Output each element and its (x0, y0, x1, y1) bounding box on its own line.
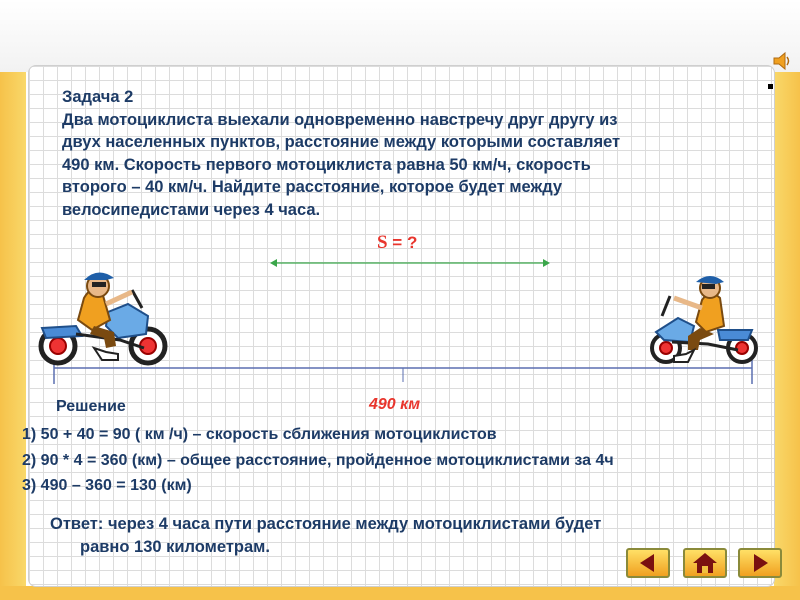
task-title: Задача 2 (62, 88, 134, 106)
arrow-left-icon (628, 550, 668, 576)
step-text: 90 * 4 = 360 (км) – общее расстояние, пройденное мотоциклистами за 4ч (36, 452, 614, 469)
task-line: второго – 40 км/ч. Найдите расстояние, которое будет между (62, 178, 563, 196)
step-text: 50 + 40 = 90 ( км /ч) – скорость сближения мотоциклистов (36, 426, 497, 443)
motorcyclist-right (648, 270, 760, 368)
answer-label: Ответ: (50, 515, 104, 533)
distance-label: 490 км (369, 396, 421, 413)
slide-top-band (0, 0, 800, 72)
step-number: 2) (22, 452, 37, 469)
marker-dot (768, 84, 773, 89)
question-rest: = ? (387, 233, 418, 252)
speaker-icon[interactable] (772, 50, 794, 72)
motorcyclist-left (36, 264, 172, 368)
right-frame-bar (774, 0, 800, 600)
answer-line1: через 4 часа пути расстояние между мотоциклистами будет (103, 515, 602, 533)
question-s: S (377, 232, 388, 253)
task-line: Два мотоциклиста выехали одновременно навстречу друг другу из (62, 110, 618, 129)
answer-line2: равно 130 километрам. (80, 538, 270, 556)
task-text (62, 86, 762, 221)
prev-slide-button[interactable] (626, 548, 670, 578)
left-frame-bar (0, 0, 26, 600)
solution-title: Решение (56, 398, 126, 415)
bottom-frame-bar (0, 586, 800, 600)
task-line: 490 км. Скорость первого мотоциклиста равна 50 км/ч, скорость (62, 155, 591, 174)
arrow-right-icon (740, 550, 780, 576)
solution-step (22, 477, 192, 495)
step-number: 3) (22, 477, 37, 494)
task-line: велосипедистами через 4 часа. (62, 200, 321, 219)
home-icon (685, 550, 725, 576)
step-number: 1) (22, 426, 37, 443)
home-button[interactable] (683, 548, 727, 578)
solution-step (22, 426, 497, 444)
unknown-distance-arrow (270, 255, 550, 271)
solution-step (22, 452, 614, 470)
question-label (377, 232, 417, 254)
next-slide-button[interactable] (738, 548, 782, 578)
task-line: двух населенных пунктов, расстояние между которыми составляет (62, 133, 621, 151)
step-text: 490 – 360 = 130 (км) (36, 477, 192, 494)
